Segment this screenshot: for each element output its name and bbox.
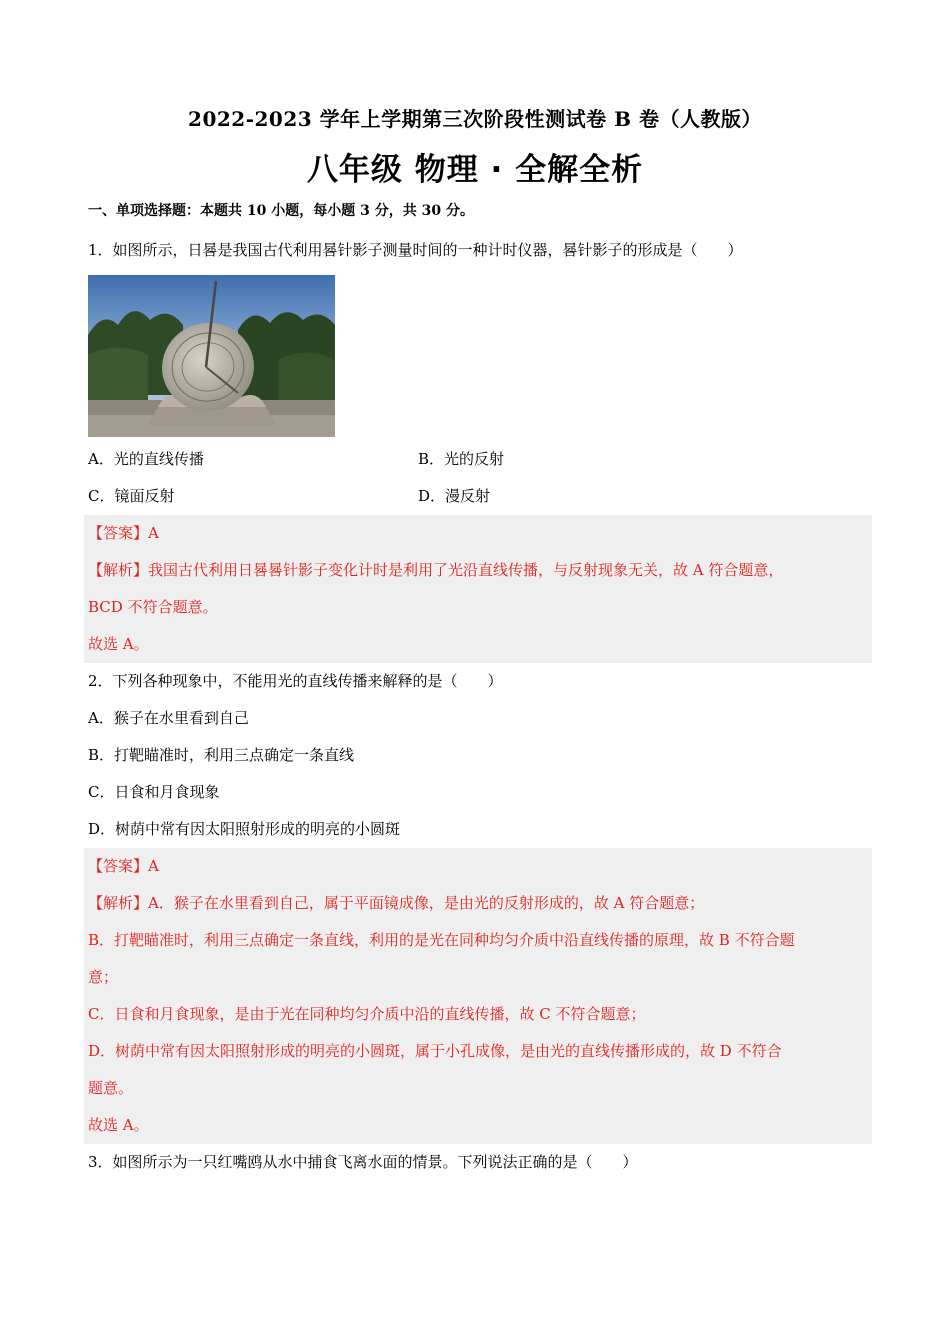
question-2-answer-box: [84, 848, 872, 1144]
question-1-option-b[interactable]: B．光的反射: [418, 450, 505, 468]
document-subtitle: 八年级 物理 · 全解全析: [306, 152, 644, 188]
question-1-options-row-1: [88, 441, 868, 478]
question-1-analysis-line-1: 【解析】我国古代利用日晷晷针影子变化计时是利用了光沿直线传播，与反射现象无关，故 A 符合题意，: [88, 561, 784, 579]
sundial-photo: [88, 275, 335, 437]
question-2-analysis-line-6: 题意。: [88, 1079, 134, 1097]
question-1-option-d[interactable]: D．漫反射: [418, 487, 491, 505]
question-2-option-c[interactable]: C．日食和月食现象: [88, 783, 220, 801]
question-2-analysis-line-5: D．树荫中常有因太阳照射形成的明亮的小圆斑，属于小孔成像，是由光的直线传播形成的，故 D 不符合: [88, 1042, 782, 1060]
question-3-stem: 3．如图所示为一只红嘴鸥从水中捕食飞离水面的情景。下列说法正确的是（ ）: [88, 1153, 638, 1171]
question-1-analysis-line-3: 故选 A。: [88, 635, 149, 653]
document-title: 2022-2023 学年上学期第三次阶段性测试卷 B 卷（人教版）: [188, 107, 762, 131]
question-2-option-a[interactable]: A．猴子在水里看到自己: [88, 709, 249, 727]
question-1-answer-box: [84, 515, 872, 663]
question-2-analysis-line-4: C．日食和月食现象，是由于光在同种均匀介质中沿的直线传播，故 C 不符合题意；: [88, 1005, 646, 1023]
question-1-analysis-line-2: BCD 不符合题意。: [88, 598, 218, 616]
question-2-analysis-line-1: 【解析】A．猴子在水里看到自己，属于平面镜成像，是由光的反射形成的，故 A 符合题意；: [88, 894, 705, 912]
question-1-option-c[interactable]: C．镜面反射: [88, 487, 175, 505]
question-1-options-row-2: [88, 478, 868, 515]
question-1-answer: 【答案】A: [88, 524, 159, 542]
section-heading: 一、单项选择题：本题共 10 小题，每小题 3 分，共 30 分。: [88, 203, 474, 219]
question-1-option-a[interactable]: A．光的直线传播: [88, 450, 204, 468]
question-2-analysis-line-7: 故选 A。: [88, 1116, 149, 1134]
question-2-answer: 【答案】A: [88, 857, 159, 875]
question-2-analysis-line-3: 意；: [88, 968, 119, 986]
question-1-stem: 1．如图所示，日晷是我国古代利用晷针影子测量时间的一种计时仪器，晷针影子的形成是（ ）: [88, 241, 743, 259]
question-2-option-b[interactable]: B．打靶瞄准时，利用三点确定一条直线: [88, 746, 355, 764]
question-2-stem: 2．下列各种现象中，不能用光的直线传播来解释的是（ ）: [88, 672, 503, 690]
document-content: [88, 200, 868, 1181]
question-2-analysis-line-2: B．打靶瞄准时，利用三点确定一条直线，利用的是光在同种均匀介质中沿直线传播的原理，故 B 不符合题: [88, 931, 795, 949]
question-2-option-d[interactable]: D．树荫中常有因太阳照射形成的明亮的小圆斑: [88, 820, 401, 838]
